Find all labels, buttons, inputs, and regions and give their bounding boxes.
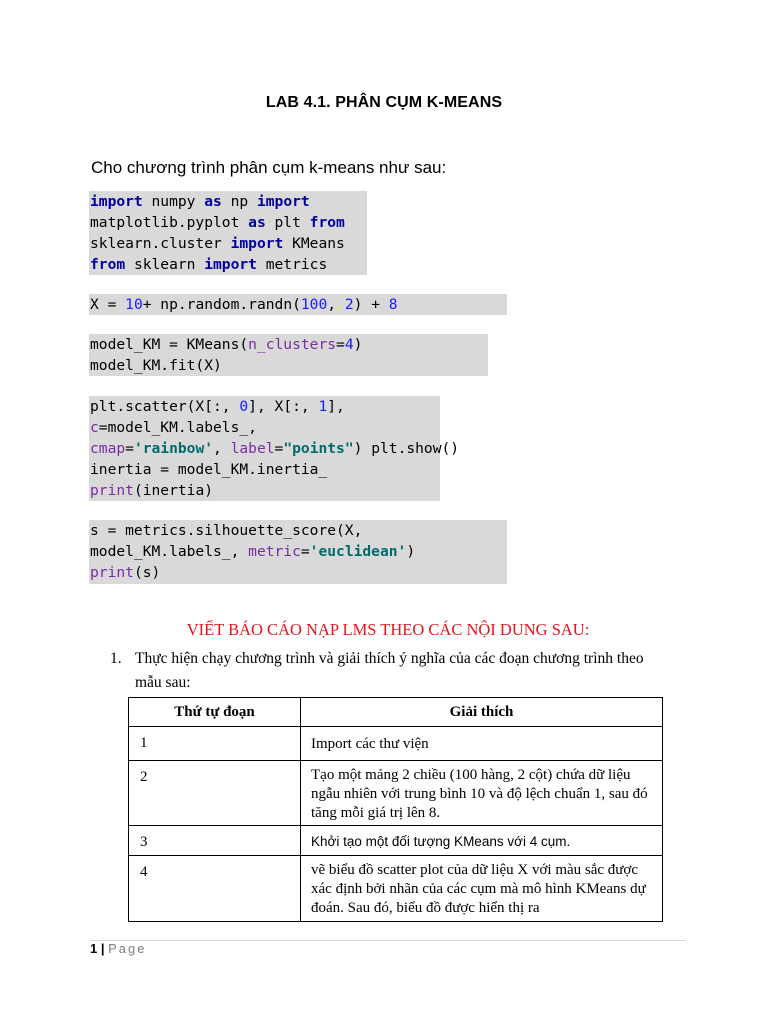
code-line: from sklearn import metrics (90, 256, 328, 273)
footer-divider (90, 940, 686, 941)
code-line: cmap='rainbow', label="points") plt.show() (90, 440, 460, 457)
task-text: Thực hiện chạy chương trình và giải thích ý nghĩa của các đoạn chương trình theo mẫu sau: (135, 650, 644, 691)
row-explanation: Tạo một mảng 2 chiều (100 hàng, 2 cột) chứa dữ liệu ngẫu nhiên với trung bình 10 và độ lệch chuẩn 1, sau đó tăng mỗi giá trị lên 8. (301, 761, 663, 826)
row-number: 4 (129, 856, 301, 922)
row-explanation: vẽ biểu đồ scatter plot của dữ liệu X với màu sắc được xác định bởi nhãn của các cụm mà mô hình KMeans dự đoán. Sau đó, biểu đồ được hiển thị ra (301, 856, 663, 922)
code-line: print(s) (90, 564, 161, 581)
report-heading: VIẾT BÁO CÁO NẠP LMS THEO CÁC NỘI DUNG SAU: (186, 620, 590, 639)
page-footer (90, 941, 146, 956)
code-block-imports (89, 191, 367, 275)
code-line: model_KM.fit(X) (90, 357, 222, 374)
page-label: Page (108, 941, 147, 956)
code-block-metrics (89, 520, 507, 584)
page-number: 1 (90, 941, 98, 956)
row-number: 2 (129, 761, 301, 826)
code-line: matplotlib.pyplot as plt from (90, 214, 345, 231)
row-explanation: Import các thư viện (301, 727, 663, 761)
code-line: model_KM = KMeans(n_clusters=4) (90, 336, 363, 353)
code-block-model (89, 334, 488, 376)
code-line: print(inertia) (90, 482, 214, 499)
code-block-data (89, 294, 507, 315)
code-line: sklearn.cluster import KMeans (90, 235, 345, 252)
page-title: LAB 4.1. PHÂN CỤM K-MEANS (265, 94, 503, 111)
code-line: X = 10+ np.random.randn(100, 2) + 8 (90, 296, 398, 313)
code-line: c=model_KM.labels_, (90, 419, 257, 436)
column-header-explanation: Giải thích (301, 698, 663, 727)
intro-text: Cho chương trình phân cụm k-means như sau: (91, 158, 447, 177)
table-row (129, 727, 663, 761)
table-row (129, 761, 663, 826)
code-line: s = metrics.silhouette_score(X, (90, 522, 363, 539)
code-line: plt.scatter(X[:, 0], X[:, 1], (90, 398, 345, 415)
column-header-order: Thứ tự đoạn (129, 698, 301, 727)
row-explanation: Khởi tạo một đối tượng KMeans với 4 cụm. (301, 826, 663, 856)
table-row (129, 856, 663, 922)
row-number: 3 (129, 826, 301, 856)
task-number: 1. (110, 650, 122, 667)
table-header-row (129, 698, 663, 727)
row-number: 1 (129, 727, 301, 761)
code-line: import numpy as np import (90, 193, 310, 210)
table-row (129, 826, 663, 856)
code-line: model_KM.labels_, metric='euclidean') (90, 543, 416, 560)
code-line: inertia = model_KM.inertia_ (90, 461, 328, 478)
code-block-plot (89, 396, 460, 501)
explanation-table (128, 697, 663, 922)
footer-separator: | (97, 941, 109, 956)
task-item (110, 647, 650, 695)
